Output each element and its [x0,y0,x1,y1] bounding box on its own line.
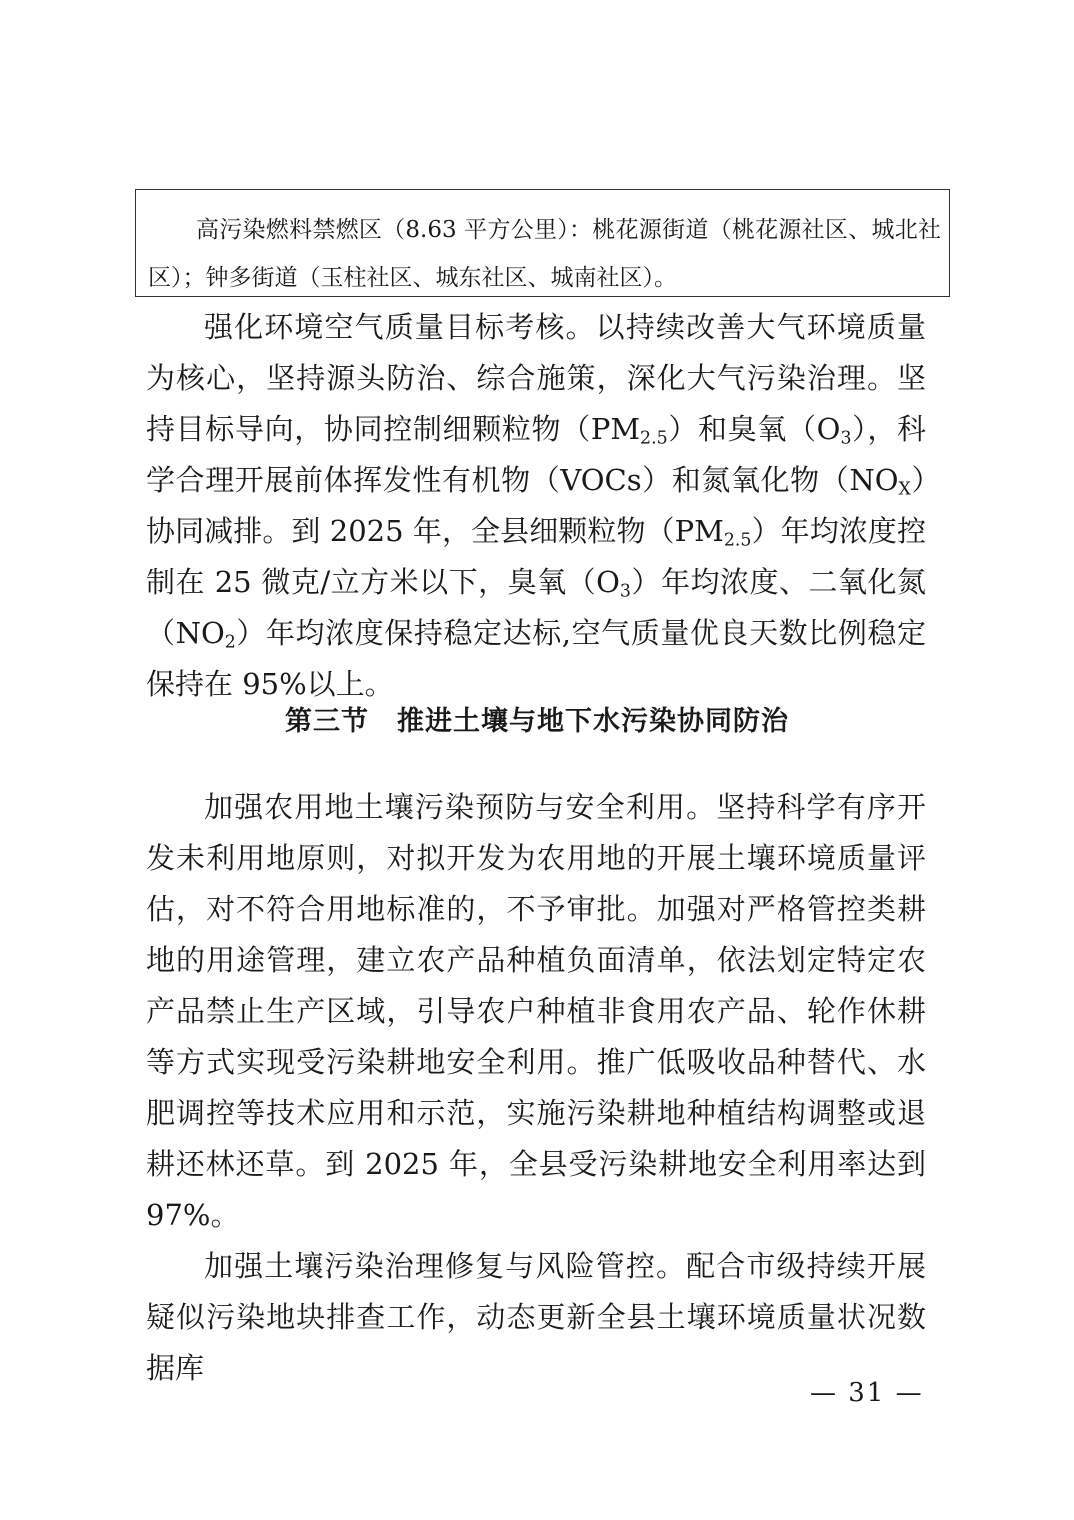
text-run: ）年均浓度保持稳定达标,空气质量优良天数比例稳定保持在 95%以上。 [146,616,926,701]
subscript: 3 [840,428,852,449]
air-quality-section [146,302,926,710]
text-run: ），科学合理开展前体挥发性有机物（VOCs）和氮氧化物（NO [146,412,926,497]
subscript: 2.5 [640,428,668,449]
subscript: X [898,479,911,500]
subscript: 3 [619,581,631,602]
section-title: 推进土壤与地下水污染协同防治 [397,706,789,737]
boxed-note-text: 高污染燃料禁燃区（8.63 平方公里）：桃花源街道（桃花源社区、城北社区）；钟多街道（玉柱社区、城东社区、城南社区）。 [148,217,941,291]
soil-paragraph-2: 加强土壤污染治理修复与风险管控。配合市级持续开展疑似污染地块排查工作，动态更新全县土壤环境质量状况数据库 [146,1249,926,1385]
soil-section [146,782,926,1394]
soil-paragraph-1: 加强农用地土壤污染预防与安全利用。坚持科学有序开发未利用地原则，对拟开发为农用地的开展土壤环境质量评估，对不符合用地标准的，不予审批。加强对严格管控类耕地的用途管理，建立农产品种植负面清单，依法划定特定农产品禁止生产区域，引导农户种植非食用农产品、轮作休耕等方式实现受污染耕地安全利用。推广低吸收品种替代、水肥调控等技术应用和示范，实施污染耕地种植结构调整或退耕还林还草。到 2025 年，全县受污染耕地安全利用率达到 97%。 [146,790,926,1232]
text-run: ）年均浓度控制在 25 微克/立方米以下，臭氧（O [146,514,926,599]
page-number: — 31 — [810,1378,924,1408]
subscript: 2 [224,632,236,653]
text-run: 强化环境空气质量目标考核。以持续改善大气环境质量为核心，坚持源头防治、综合施策，深化大气污染治理。坚持目标导向，协同控制细颗粒物（PM [146,310,926,446]
text-run: ）协同减排。到 2025 年，全县细颗粒物（PM [146,463,926,548]
text-run: ）年均浓度、二氧化氮（NO [146,565,926,650]
boxed-note [135,189,950,297]
section-number: 第三节 [285,706,369,737]
section-heading [0,700,1074,744]
air-quality-paragraph [146,302,926,710]
text-run: ）和臭氧（O [667,412,841,446]
subscript: 2.5 [723,530,752,551]
